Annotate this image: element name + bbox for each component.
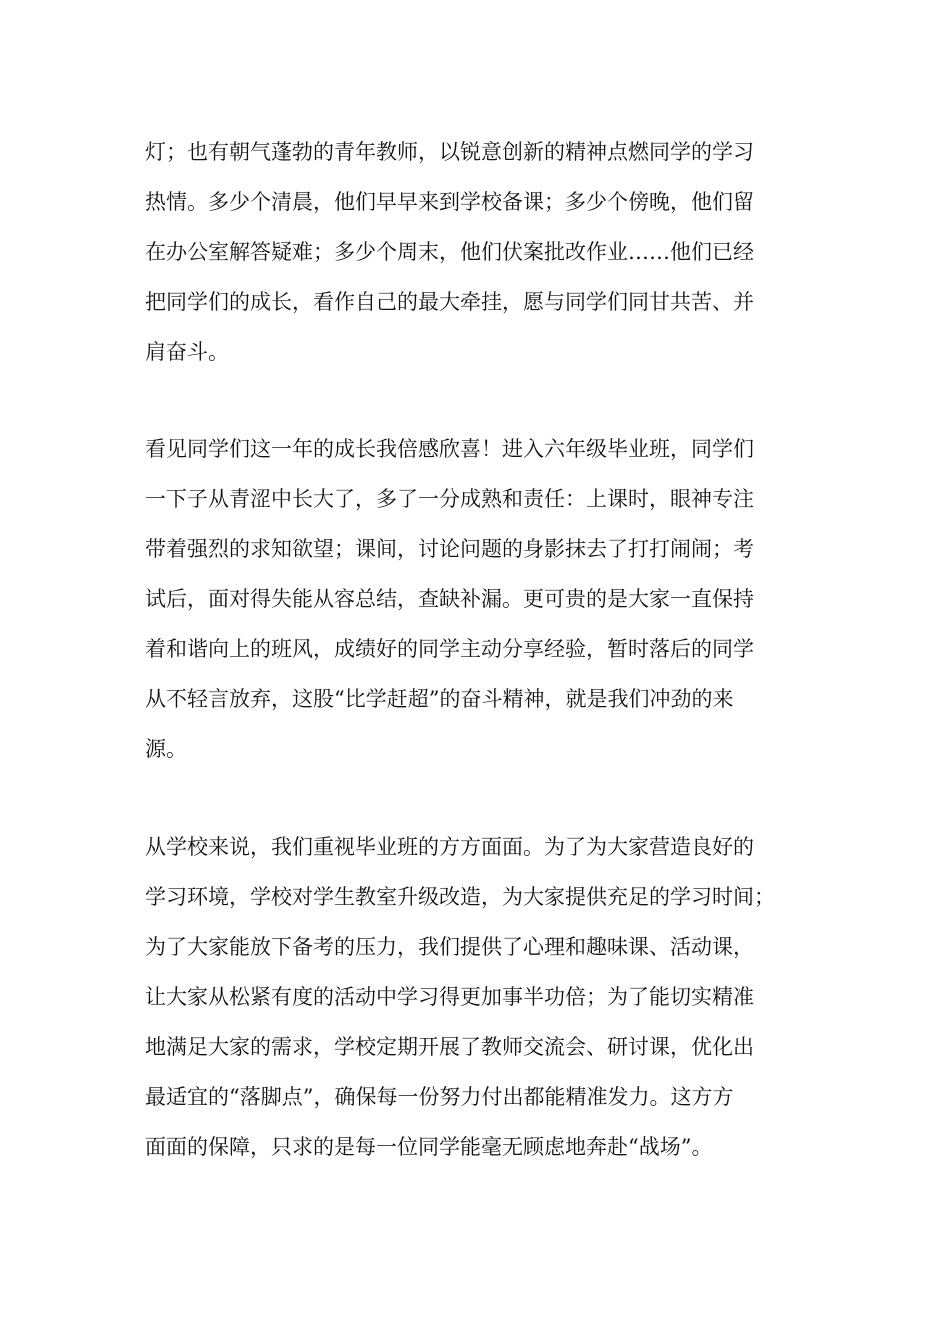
text-line: 最适宜的“落脚点”，确保每一份努力付出都能精准发力。这方方 <box>145 1085 734 1109</box>
text-line: 从不轻言放弃，这股“比学赶超”的奋斗精神，就是我们冲劲的来 <box>145 687 734 711</box>
paragraph-student-growth <box>145 424 817 774</box>
text-line: 着和谐向上的班风，成绩好的同学主动分享经验，暂时落后的同学 <box>145 637 754 661</box>
text-line: 地满足大家的需求，学校定期开展了教师交流会、研讨课，优化出 <box>145 1035 754 1059</box>
text-line: 热情。多少个清晨，他们早早来到学校备课；多少个傍晚，他们留 <box>145 190 754 214</box>
text-line: 看见同学们这一年的成长我倍感欣喜！进入六年级毕业班，同学们 <box>145 437 754 461</box>
text-line: 面面的保障，只求的是每一位同学能毫无顾虑地奔赴“战场”。 <box>145 1135 713 1159</box>
text-line: 带着强烈的求知欲望；课间，讨论问题的身影抹去了打打闹闹；考 <box>145 537 754 561</box>
paragraph-teachers <box>145 127 817 377</box>
text-line: 在办公室解答疑难；多少个周末，他们伏案批改作业……他们已经 <box>145 240 754 264</box>
text-line: 一下子从青涩中长大了，多了一分成熟和责任：上课时，眼神专注 <box>145 487 754 511</box>
text-line: 学习环境，学校对学生教室升级改造，为大家提供充足的学习时间； <box>145 885 775 909</box>
text-line: 让大家从松紧有度的活动中学习得更加事半功倍；为了能切实精准 <box>145 985 754 1009</box>
text-line: 源。 <box>145 737 187 761</box>
text-line: 把同学们的成长，看作自己的最大牵挂，愿与同学们同甘共苦、并 <box>145 290 754 314</box>
text-line: 为了大家能放下备考的压力，我们提供了心理和趣味课、活动课， <box>145 935 754 959</box>
text-line: 从学校来说，我们重视毕业班的方方面面。为了为大家营造良好的 <box>145 835 754 859</box>
text-line: 肩奋斗。 <box>145 340 229 364</box>
text-line: 试后，面对得失能从容总结，查缺补漏。更可贵的是大家一直保持 <box>145 587 754 611</box>
paragraph-school-support <box>145 822 817 1172</box>
text-line: 灯；也有朝气蓬勃的青年教师，以锐意创新的精神点燃同学的学习 <box>145 140 754 164</box>
